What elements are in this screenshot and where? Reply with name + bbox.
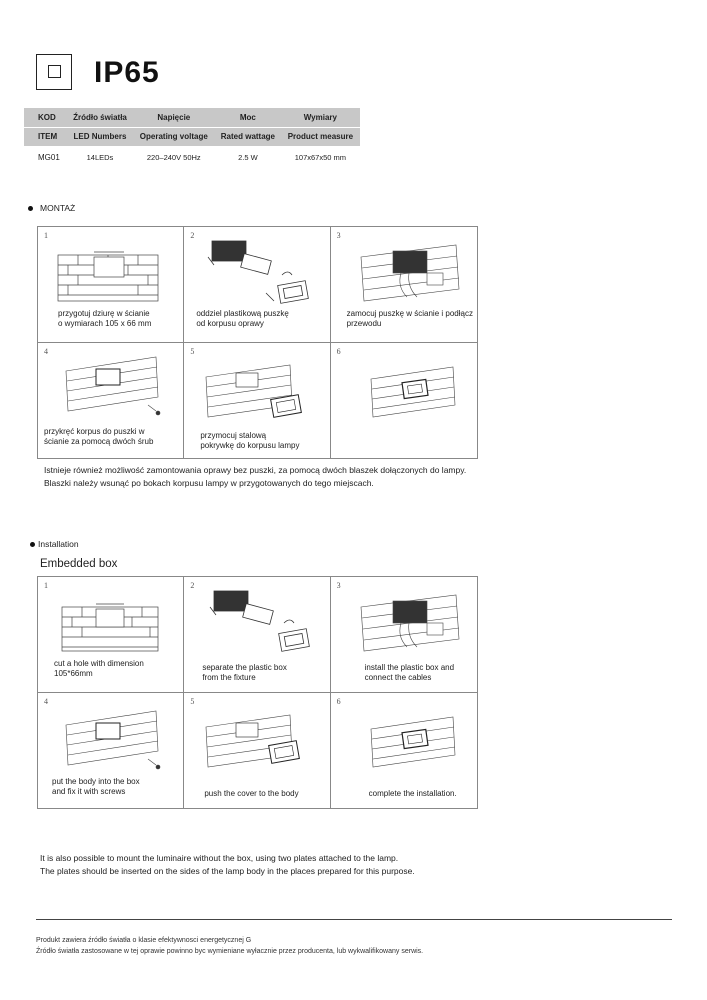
spec-cell: 220–240V 50Hz [146,152,201,162]
installation-step-1 [38,577,184,693]
step-number: 4 [44,696,48,706]
step-number: 3 [336,581,341,590]
installation-heading: Installation [30,539,79,549]
installation-step-5 [184,693,330,809]
step-caption: cut a hole with dimension 105*66mm [54,659,144,679]
footer-text: Produkt zawiera źródło światła o klasie efektywnosci energetycznej G Źródło światła zastosowane w tej oprawie powinno byc wymieniane wyłacznie przez producenta, lub wykwalifikowany serwis. [36,937,424,955]
spec-values-row [24,146,360,168]
spec-cell: 2.5 W [238,152,258,162]
step-caption: put the body into the box and fix it with screws [52,776,140,796]
spec-cell: ITEM [24,127,67,146]
step-number: 1 [44,231,48,240]
step-caption: complete the installation. [368,788,457,798]
step-caption: przymocuj stalową pokrywkę do korpusu lampy [200,430,300,450]
montaz-step-3 [331,227,477,343]
step-caption: zamocuj puszkę w ścianie i podłącz przewodu [346,309,473,329]
spec-cell: Operating voltage [133,127,215,146]
installation-step-4 [38,693,184,809]
step-number: 4 [44,346,48,356]
step-number: 3 [336,231,341,240]
montaz-step-5 [184,343,330,459]
spec-cell: Moc [215,108,281,127]
montaz-heading: MONTAŻ [28,203,75,213]
footer-divider [36,919,672,920]
installation-step-3 [331,577,477,693]
montaz-step-6 [331,343,477,459]
spec-cell: Wymiary [281,108,360,127]
spec-cell: Rated wattage [215,127,281,146]
step-number: 1 [44,581,48,590]
installation-note: It is also possible to mount the luminaire without the box, using two plates attached to the lamp. The plates should be inserted on the sides of the lamp body in the places prepared for this purpose. [40,853,415,876]
page-title: IP65 [94,56,160,89]
step-caption: install the plastic box and connect the cables [364,663,455,683]
bullet-icon [30,542,35,547]
spec-cell: Źródło światła [67,108,132,127]
installation-step-6 [331,693,477,809]
spec-cell: Product measure [281,127,360,146]
step-number: 2 [190,581,195,590]
spec-cell: MG01 [38,152,60,162]
step-number: 5 [190,696,195,706]
montaz-steps-grid [37,226,478,459]
spec-cell: LED Numbers [67,127,132,146]
spec-cell: 107x67x50 mm [294,152,347,162]
installation-step-2 [184,577,330,693]
complete-illustration [331,343,477,459]
embedded-box-title: Embedded box [40,558,118,570]
spec-cell: KOD [24,108,67,127]
spec-cell: Napięcie [133,108,215,127]
step-number: 6 [336,346,341,356]
step-number: 6 [336,696,341,706]
double-square-icon [36,54,72,90]
montaz-step-1 [38,227,184,343]
step-number: 2 [190,231,195,240]
installation-steps-grid [37,576,478,809]
step-number: 5 [190,346,195,356]
step-caption: przygotuj dziurę w ścianie o wymiarach 105 x 66 mm [58,309,152,329]
spec-table [24,108,360,168]
spec-header-en [24,127,360,146]
step-caption: oddziel plastikową puszkę od korpusu oprawy [196,309,289,329]
spec-header-pl [24,108,360,127]
step-caption: przykręć korpus do puszki w ścianie za pomocą dwóch śrub [44,426,154,446]
montaz-step-2 [184,227,330,343]
montaz-step-4 [38,343,184,459]
spec-cell: 14LEDs [86,152,114,162]
bullet-icon [28,206,33,211]
step-caption: separate the plastic box from the fixture [202,663,287,683]
montaz-note: Istnieje również możliwość zamontowania oprawy bez puszki, za pomocą dwóch blaszek dołączonych do lampy. Blaszki należy wsunąć po bokach korpusu lampy w przygotowanych do tego miejscach. [44,465,467,488]
step-caption: push the cover to the body [204,788,299,798]
